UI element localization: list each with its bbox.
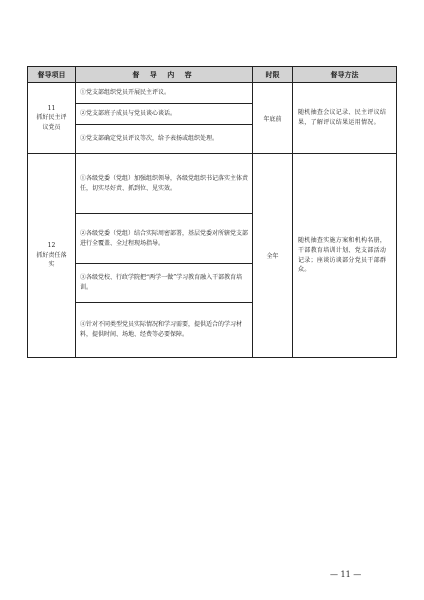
header-method: 督导方法 xyxy=(293,67,397,83)
item-cell-11 xyxy=(28,83,76,154)
content-cell: ②党支部班子成员与党员谈心谈话。 xyxy=(76,104,253,125)
content-cell: ②各级党委（党组）结合实际周密部署，基层党委对所辖党支部进行全覆盖、全过程现场指导。 xyxy=(76,214,253,264)
item-number: 12 xyxy=(47,242,56,250)
supervision-table xyxy=(27,66,397,358)
content-cell: ①各级党委（党组）加强组织领导，各级党组织书记落实主体责任，切实尽好责、抓到位、见实效。 xyxy=(76,154,253,214)
item-name: 抓好民主评议党员 xyxy=(36,114,67,131)
method-cell: 随机抽查会议记录、民主评议结果，了解评议结果运用情况。 xyxy=(293,83,397,154)
method-cell: 随机抽查实施方案和机构名册，干部教育培训计划、党支部活动记录；座谈访谈部分党员干部群众。 xyxy=(293,154,397,358)
table-header-row xyxy=(28,67,397,83)
header-content: 督 导 内 容 xyxy=(76,67,253,83)
header-period: 时限 xyxy=(253,67,293,83)
item-number: 11 xyxy=(47,104,56,112)
item-name: 抓好责任落实 xyxy=(36,251,67,269)
table-row xyxy=(28,83,397,104)
item-cell-12 xyxy=(28,154,76,358)
header-item: 督导项目 xyxy=(28,67,76,83)
period-cell: 年底前 xyxy=(253,83,293,154)
content-cell: ③各级党校、行政学院把“两学一做”学习教育融入干部教育培训。 xyxy=(76,264,253,303)
page-number: — 11 — xyxy=(330,570,362,579)
content-cell: ①党支部组织党员开展民主评议。 xyxy=(76,83,253,104)
period-cell: 全年 xyxy=(253,154,293,358)
content-cell: ④针对不同类型党员实际情况和学习需要，提供适合的学习材料，提供时间、场地、经费等必要保障。 xyxy=(76,303,253,358)
table-row xyxy=(28,154,397,214)
content-cell: ③党支部确定党员评议等次，给予表扬或组织处理。 xyxy=(76,125,253,154)
